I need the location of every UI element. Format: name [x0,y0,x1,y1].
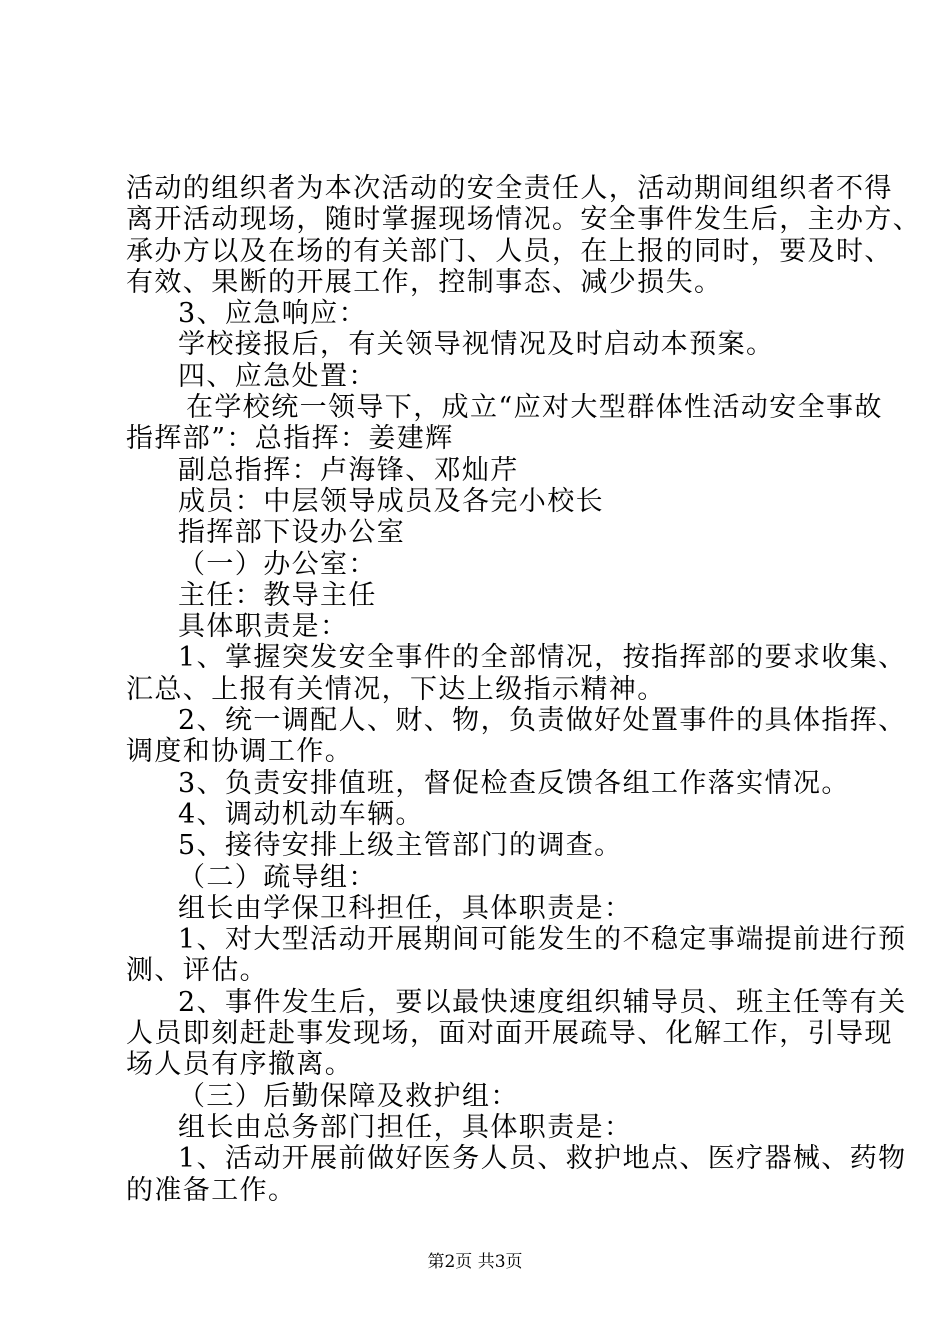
text-line: 指挥部”：总指挥：姜建辉 [126,423,454,455]
text-line: 测、评估。 [126,955,268,987]
list-item: 2、统一调配人、财、物，负责做好处置事件的具体指挥、 [178,705,907,737]
text-line: 汇总、上报有关情况，下达上级指示精神。 [126,673,666,705]
text-line: 在学校统一领导下，成立“应对大型群体性活动安全事故 [186,392,883,424]
text-line: 活动的组织者为本次活动的安全责任人，活动期间组织者不得 [126,173,893,204]
text-line: 离开活动现场，随时掌握现场情况。安全事件发生后，主办方、 [126,204,922,236]
text-line: 副总指挥：卢海锋、邓灿芹 [178,454,519,486]
text-line: 指挥部下设办公室 [178,517,406,549]
list-item: 4、调动机动车辆。 [178,798,424,830]
text-line: 有效、果断的开展工作，控制事态、减少损失。 [126,266,723,298]
text-line: 承办方以及在场的有关部门、人员，在上报的同时，要及时、 [126,235,893,267]
section-heading: （三）后勤保障及救护组： [178,1080,519,1112]
text-line: 主任：教导主任 [178,579,377,611]
text-line: 成员：中层领导成员及各完小校长 [178,485,604,517]
list-item: 3、负责安排值班，督促检查反馈各组工作落实情况。 [178,767,850,799]
section-heading: （一）办公室： [178,548,377,580]
text-line: 学校接报后，有关领导视情况及时启动本预案。 [178,329,775,361]
text-line: 组长由总务部门担任，具体职责是： [178,1111,633,1143]
text-line: 具体职责是： [178,611,349,643]
section-heading: （二）疏导组： [178,861,377,893]
list-item: 1、活动开展前做好医务人员、救护地点、医疗器械、药物 [178,1143,907,1175]
document-body [126,173,922,1206]
text-line: 组长由学保卫科担任，具体职责是： [178,892,633,924]
list-item: 2、事件发生后，要以最快速度组织辅导员、班主任等有关 [178,986,907,1018]
text-line: 场人员有序撤离。 [126,1049,354,1081]
text-line: 调度和协调工作。 [126,736,354,768]
text-line: 人员即刻赶赴事发现场，面对面开展疏导、化解工作，引导现 [126,1018,893,1050]
section-heading: 3、应急响应： [178,298,367,330]
page-footer: 第2页 共3页 [427,1252,523,1272]
section-heading: 四、应急处置： [178,360,377,392]
list-item: 5、接待安排上级主管部门的调查。 [178,830,623,862]
text-line: 的准备工作。 [126,1174,297,1206]
list-item: 1、对大型活动开展期间可能发生的不稳定事端提前进行预 [178,924,907,956]
list-item: 1、掌握突发安全事件的全部情况，按指挥部的要求收集、 [178,642,907,674]
